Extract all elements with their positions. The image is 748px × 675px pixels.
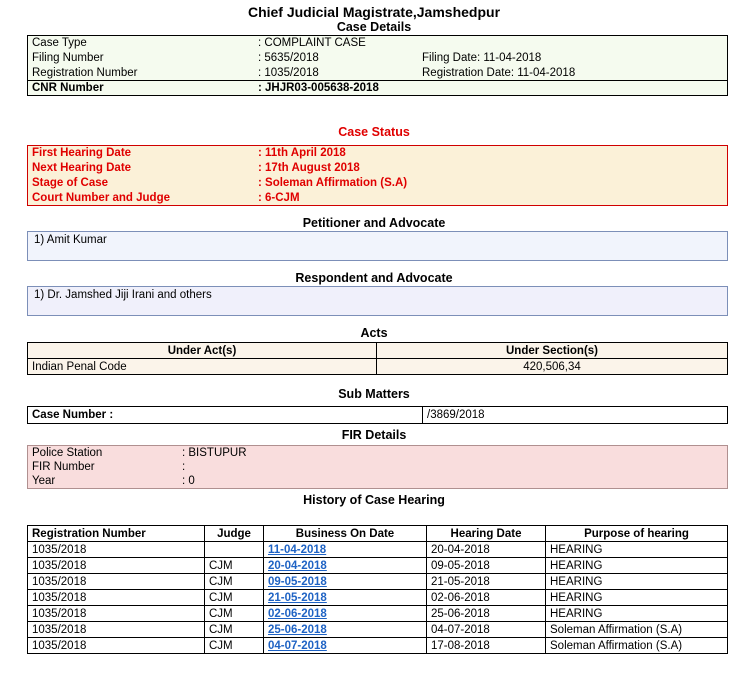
history-col-header: Judge xyxy=(205,526,264,542)
history-col-header: Business On Date xyxy=(264,526,427,542)
history-business-cell xyxy=(264,606,427,622)
respondent-heading: Respondent and Advocate xyxy=(295,271,453,285)
history-heading: History of Case Hearing xyxy=(303,493,445,507)
case-type-label: Case Type xyxy=(32,37,87,50)
business-date-link[interactable]: 09-05-2018 xyxy=(268,575,327,588)
case-status-value: : 11th April 2018 xyxy=(258,147,346,160)
petitioner-heading: Petitioner and Advocate xyxy=(302,216,446,230)
case-status-label: Stage of Case xyxy=(32,177,109,189)
history-purpose: HEARING xyxy=(546,606,728,622)
fir-row xyxy=(28,446,728,460)
history-hearing: 21-05-2018 xyxy=(427,574,546,590)
history-reg: 1035/2018 xyxy=(28,606,205,622)
history-col-header: Purpose of hearing xyxy=(546,526,728,542)
registration-number-label: Registration Number xyxy=(32,66,138,79)
history-judge: CJM xyxy=(205,638,264,654)
acts-section: 420,506,34 xyxy=(523,360,581,373)
history-purpose: Soleman Affirmation (S.A) xyxy=(546,638,728,654)
petitioner-box xyxy=(27,231,728,261)
history-purpose: Soleman Affirmation (S.A) xyxy=(546,622,728,638)
history-hearing: 17-08-2018 xyxy=(427,638,546,654)
case-status-value: : 6-CJM xyxy=(258,191,300,204)
history-row xyxy=(28,542,728,558)
history-judge: CJM xyxy=(205,590,264,606)
history-purpose: HEARING xyxy=(546,574,728,590)
history-purpose: HEARING xyxy=(546,558,728,574)
business-date-link[interactable]: 02-06-2018 xyxy=(268,607,327,620)
history-business-cell xyxy=(264,558,427,574)
business-date-link[interactable]: 11-04-2018 xyxy=(268,543,327,556)
sub-matters-value: /3869/2018 xyxy=(427,409,485,421)
history-col-header: Hearing Date xyxy=(427,526,546,542)
history-business-cell xyxy=(264,574,427,590)
history-reg: 1035/2018 xyxy=(28,590,205,606)
history-hearing: 02-06-2018 xyxy=(427,590,546,606)
history-judge xyxy=(205,542,264,558)
history-business-cell xyxy=(264,542,427,558)
business-date-link[interactable]: 04-07-2018 xyxy=(268,639,327,652)
history-judge: CJM xyxy=(205,574,264,590)
case-type-value: : COMPLAINT CASE xyxy=(258,37,366,50)
filing-number-label: Filing Number xyxy=(32,52,104,64)
acts-table xyxy=(27,342,728,375)
history-row xyxy=(28,590,728,606)
sub-matters-heading: Sub Matters xyxy=(338,387,410,401)
history-hearing: 25-06-2018 xyxy=(427,606,546,622)
history-col-header: Registration Number xyxy=(28,526,205,542)
registration-number-value: : 1035/2018 xyxy=(258,66,319,79)
acts-heading: Acts xyxy=(360,326,388,340)
case-status-row xyxy=(28,161,728,176)
history-hearing: 09-05-2018 xyxy=(427,558,546,574)
business-date-link[interactable]: 20-04-2018 xyxy=(268,559,327,572)
fir-value: : BISTUPUR xyxy=(182,446,247,459)
business-date-link[interactable]: 25-06-2018 xyxy=(268,623,327,636)
history-reg: 1035/2018 xyxy=(28,638,205,654)
fir-label: FIR Number xyxy=(32,460,95,473)
history-row xyxy=(28,558,728,574)
case-status-row xyxy=(28,191,728,206)
case-details-table xyxy=(27,35,728,96)
history-row xyxy=(28,606,728,622)
history-row xyxy=(28,622,728,638)
case-status-value: : 17th August 2018 xyxy=(258,162,360,174)
filing-date: Filing Date: 11-04-2018 xyxy=(422,52,542,64)
case-status-row xyxy=(28,176,728,191)
history-table xyxy=(27,525,728,654)
history-hearing: 20-04-2018 xyxy=(427,542,546,558)
case-details-heading: Case Details xyxy=(336,20,412,34)
fir-value: : 0 xyxy=(182,475,195,488)
filing-number-value: : 5635/2018 xyxy=(258,52,319,64)
history-hearing: 04-07-2018 xyxy=(427,622,546,638)
history-purpose: HEARING xyxy=(546,542,728,558)
history-business-cell xyxy=(264,638,427,654)
history-judge: CJM xyxy=(205,622,264,638)
acts-col-act: Under Act(s) xyxy=(28,343,377,359)
history-business-cell xyxy=(264,622,427,638)
history-row xyxy=(28,638,728,654)
fir-label: Police Station xyxy=(32,446,103,459)
case-status-heading: Case Status xyxy=(338,125,410,139)
respondent-box xyxy=(27,286,728,316)
fir-label: Year xyxy=(32,475,56,488)
history-business-cell xyxy=(264,590,427,606)
fir-row xyxy=(28,460,728,474)
case-status-value: : Soleman Affirmation (S.A) xyxy=(258,177,408,189)
history-purpose: HEARING xyxy=(546,590,728,606)
fir-row xyxy=(28,474,728,488)
registration-date: Registration Date: 11-04-2018 xyxy=(422,66,576,79)
acts-col-section: Under Section(s) xyxy=(505,344,598,357)
fir-value: : xyxy=(182,460,186,473)
case-status-table xyxy=(27,145,728,206)
history-row xyxy=(28,574,728,590)
cnr-value: : JHJR03-005638-2018 xyxy=(258,82,379,94)
court-title: Chief Judicial Magistrate,Jamshedpur xyxy=(247,4,501,20)
case-status-label: First Hearing Date xyxy=(32,147,132,160)
case-status-label: Court Number and Judge xyxy=(32,191,171,204)
fir-table xyxy=(27,445,728,489)
history-reg: 1035/2018 xyxy=(28,558,205,574)
case-status-row xyxy=(28,146,728,161)
cnr-label: CNR Number xyxy=(32,82,104,94)
case-status-label: Next Hearing Date xyxy=(32,162,132,174)
history-reg: 1035/2018 xyxy=(28,622,205,638)
sub-matters-label: Case Number : xyxy=(28,407,423,424)
history-reg: 1035/2018 xyxy=(28,574,205,590)
history-judge: CJM xyxy=(205,558,264,574)
business-date-link[interactable]: 21-05-2018 xyxy=(268,591,327,604)
history-reg: 1035/2018 xyxy=(28,542,205,558)
fir-heading: FIR Details xyxy=(341,428,407,442)
sub-matters-table xyxy=(27,406,728,424)
respondent-name: 1) Dr. Jamshed Jiji Irani and others xyxy=(34,289,212,301)
acts-act: Indian Penal Code xyxy=(28,359,377,375)
history-judge: CJM xyxy=(205,606,264,622)
petitioner-name: 1) Amit Kumar xyxy=(34,234,107,246)
